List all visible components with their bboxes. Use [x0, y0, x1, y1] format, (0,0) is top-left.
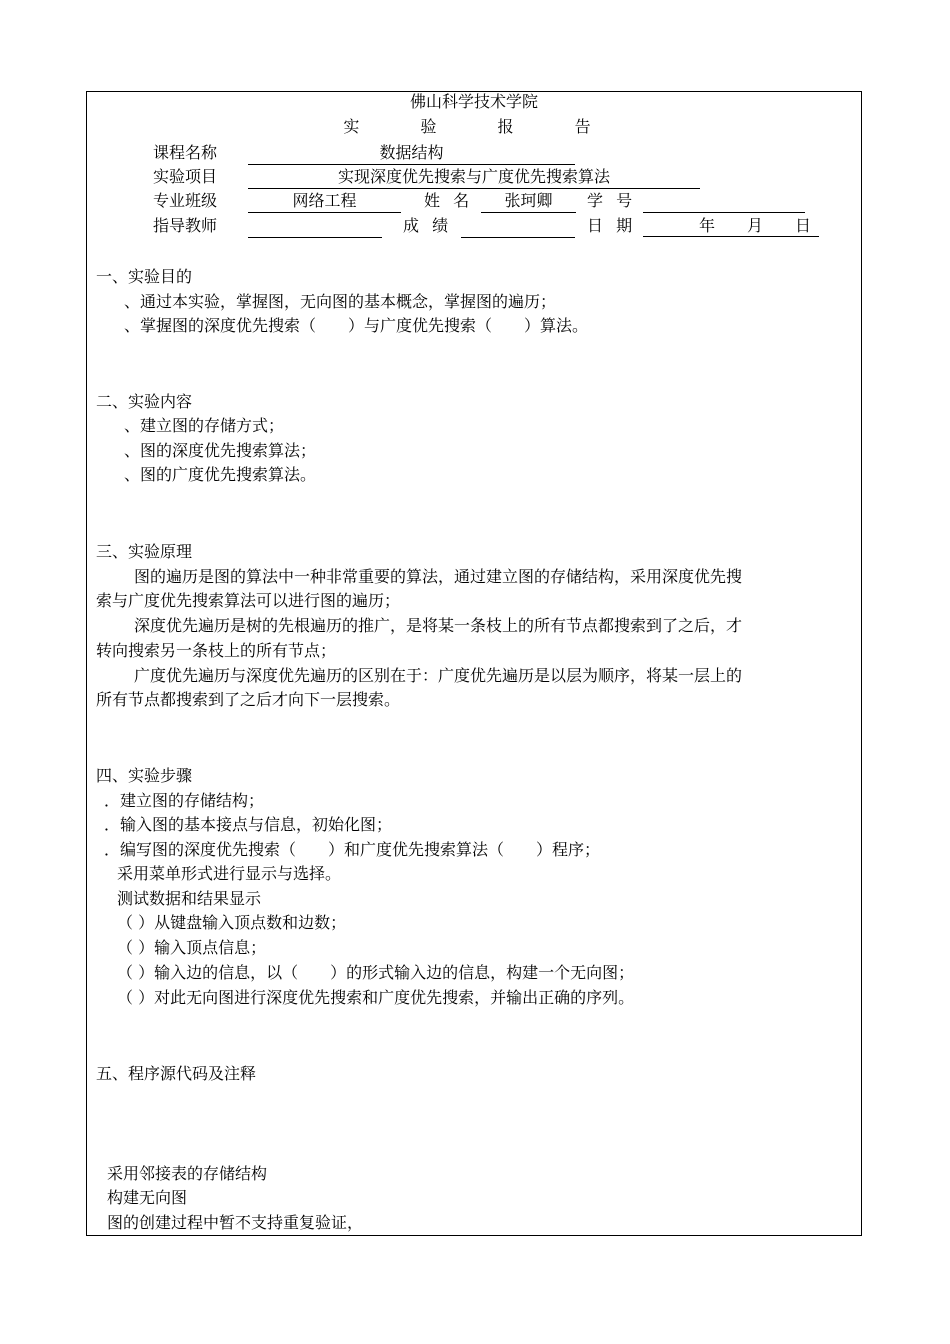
- section2-item: 、图的深度优先搜索算法；: [124, 441, 317, 460]
- class-value: 网络工程: [248, 190, 401, 213]
- score-label: 成 绩: [403, 216, 453, 235]
- section3-line: 深度优先遍历是树的先根遍历的推广，是将某一条枝上的所有节点都搜索到了之后，才: [134, 616, 743, 635]
- class-label: 专业班级: [153, 191, 218, 210]
- section3-line: 图的遍历是图的算法中一种非常重要的算法，通过建立图的存储结构，采用深度优先搜: [134, 567, 743, 586]
- section1-item: 、掌握图的深度优先搜索（ ）与广度优先搜索（ ）算法。: [124, 316, 589, 335]
- section5-line: 图的创建过程中暂不支持重复验证，: [107, 1213, 364, 1232]
- section3-line: 索与广度优先搜索算法可以进行图的遍历；: [96, 591, 401, 610]
- section1-title: 一、实验目的: [96, 267, 193, 286]
- score-value: [461, 215, 575, 238]
- course-label: 课程名称: [153, 143, 218, 162]
- project-label: 实验项目: [153, 167, 218, 186]
- section3-line: 广度优先遍历与深度优先遍历的区别在于：广度优先遍历是以层为顺序，将某一层上的: [134, 666, 743, 685]
- section3-title: 三、实验原理: [96, 542, 193, 561]
- section4-item: （ ）从键盘输入顶点数和边数；: [117, 913, 347, 932]
- name-label: 姓 名: [424, 191, 474, 210]
- student-id-value: [643, 190, 805, 213]
- section4-item: ．输入图的基本接点与信息，初始化图；: [104, 815, 393, 834]
- teacher-value: [248, 215, 382, 238]
- section5-line: 构建无向图: [107, 1188, 188, 1207]
- section1-item: 、通过本实验，掌握图，无向图的基本概念，掌握图的遍历；: [124, 292, 557, 311]
- section4-item: ．建立图的存储结构；: [104, 791, 265, 810]
- section5-line: 采用邻接表的存储结构: [107, 1164, 268, 1183]
- section4-title: 四、实验步骤: [96, 766, 193, 785]
- section5-title: 五、程序源代码及注释: [96, 1064, 257, 1083]
- section2-item: 、建立图的存储方式；: [124, 416, 285, 435]
- report-title: 实 验 报 告: [343, 117, 619, 136]
- section4-item: 测试数据和结果显示: [117, 889, 262, 908]
- project-value: 实现深度优先搜索与广度优先搜索算法: [248, 166, 700, 189]
- section4-item: ．编写图的深度优先搜索（ ）和广度优先搜索算法（ ）程序；: [104, 840, 601, 859]
- section4-item: （ ）输入顶点信息；: [117, 938, 267, 957]
- section2-item: 、图的广度优先搜索算法。: [124, 465, 317, 484]
- teacher-label: 指导教师: [153, 216, 218, 235]
- section4-item: 采用菜单形式进行显示与选择。: [117, 864, 342, 883]
- section4-item: （ ）输入边的信息，以（ ）的形式输入边的信息，构建一个无向图；: [117, 963, 635, 982]
- date-value: 年 月 日: [643, 215, 819, 237]
- student-id-label: 学 号: [587, 191, 637, 210]
- section4-item: （ ）对此无向图进行深度优先搜索和广度优先搜索，并输出正确的序列。: [117, 988, 635, 1007]
- institution-name: 佛山科学技术学院: [409, 92, 538, 111]
- section3-line: 转向搜索另一条枝上的所有节点；: [96, 641, 337, 660]
- section3-line: 所有节点都搜索到了之后才向下一层搜索。: [96, 690, 401, 709]
- date-label: 日 期: [587, 216, 637, 235]
- course-value: 数据结构: [248, 142, 575, 165]
- section2-title: 二、实验内容: [96, 392, 193, 411]
- name-value: 张珂卿: [481, 190, 576, 213]
